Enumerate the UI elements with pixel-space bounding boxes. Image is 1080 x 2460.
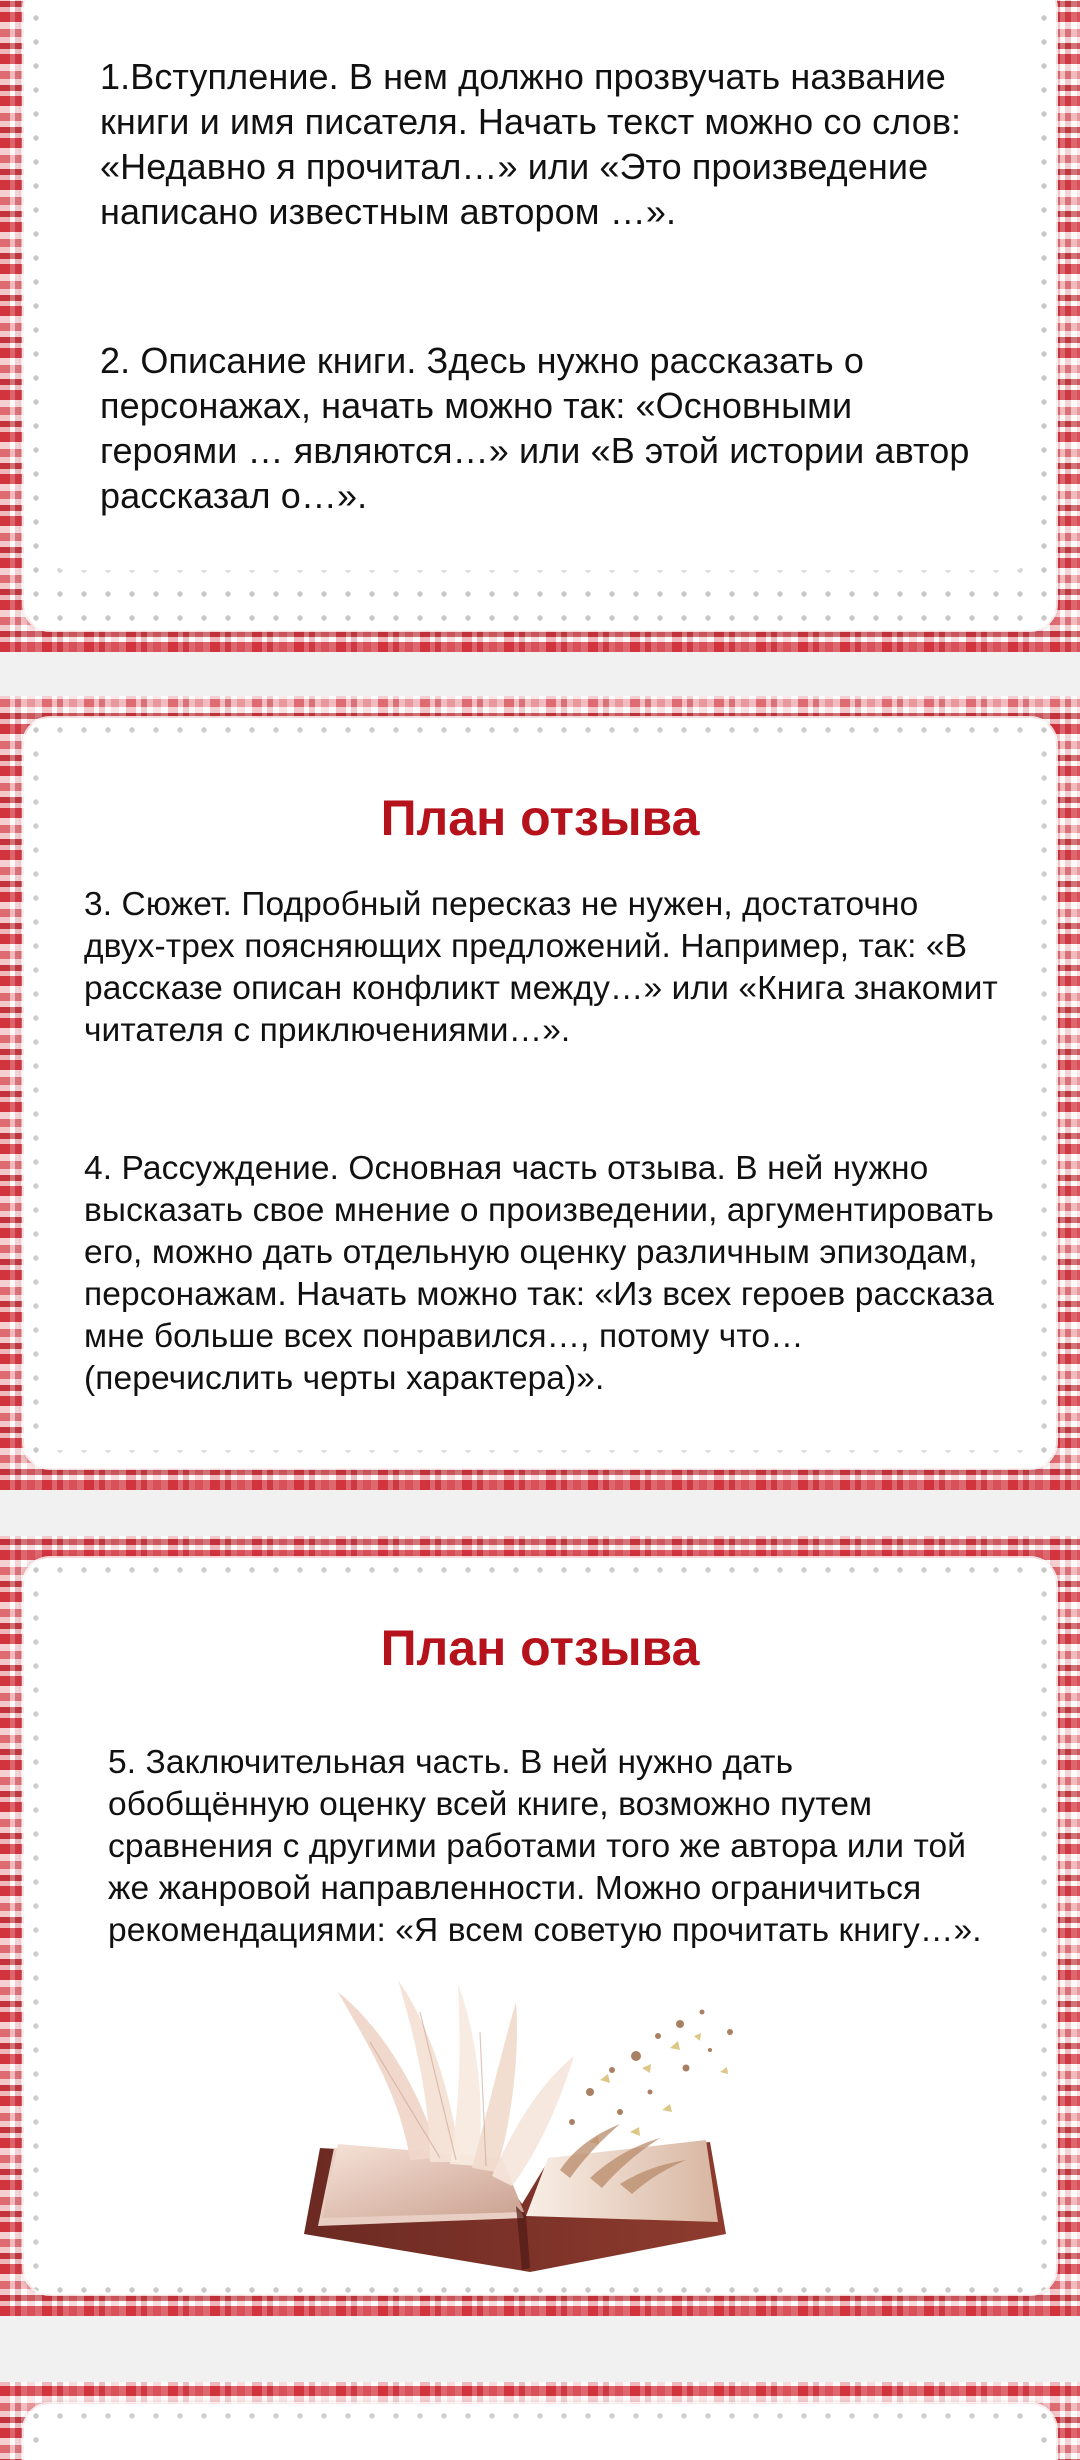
open-book-illustration (290, 1972, 760, 2282)
paragraph-book-description: 2. Описание книги. Здесь нужно рассказать о персонажах, начать можно так: «Основными героями … являются…» или «В этой истории автор рассказал о…». (100, 340, 970, 516)
slide-4 (0, 2382, 1080, 2460)
paragraph-conclusion: 5. Заключительная часть. В ней нужно дать обобщённую оценку всей книге, возможно путем сравнения с другими работами того же автора или той же жанровой направленности. Можно ограничиться рекомендациями: «Я всем советую прочитать книгу…». (108, 1744, 982, 1949)
slide-2 (0, 696, 1080, 1490)
paragraph-plot: 3. Сюжет. Подробный пересказ не нужен, достаточно двух-трех поясняющих предложений. Например, так: «В рассказе описан конфликт между…» или «Книга знакомит читателя с приключениями…». (84, 886, 998, 1049)
paragraph-introduction: 1.Вступление. В нем должно прозвучать название книги и имя писателя. Начать текст можно со слов: «Недавно я прочитал…» или «Это произведение написано известным автором …». (100, 56, 962, 232)
slide-title: План отзыва (380, 1620, 700, 1676)
paragraph-reasoning: 4. Рассуждение. Основная часть отзыва. В ней нужно высказать свое мнение о произведении, аргументировать его, можно дать отдельную оценку различным эпизодам, персонажам. Начать можно так: «Из всех героев рассказа мне больше всех понравился…, потому что… (перечислить черты характера)». (84, 1150, 994, 1397)
slide-1 (0, 0, 1080, 652)
slide-content-area (60, 2428, 1020, 2460)
slide-3 (0, 1536, 1080, 2316)
slide-title: План отзыва (380, 790, 700, 846)
